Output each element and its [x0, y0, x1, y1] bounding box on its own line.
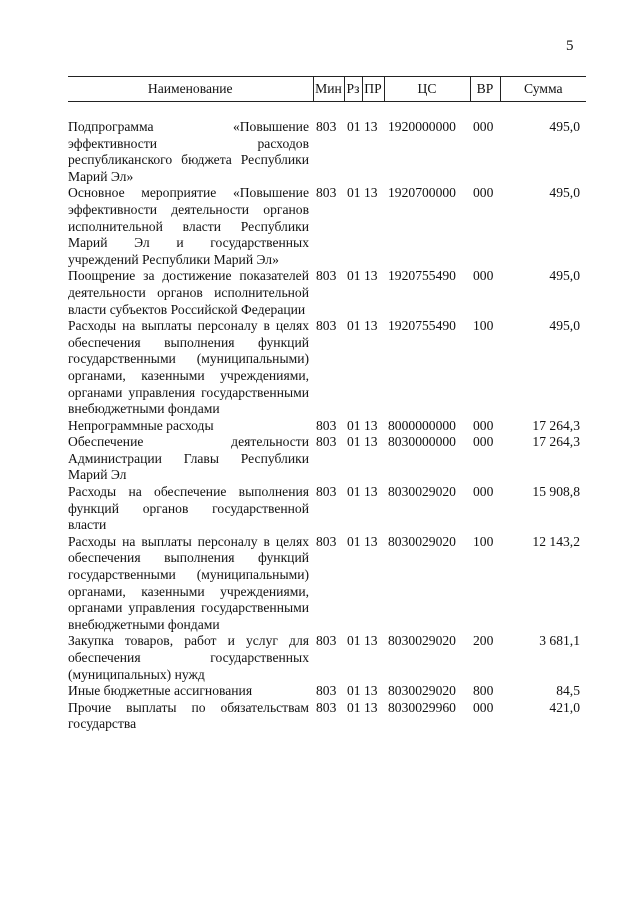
row-sum: 3 681,1: [539, 633, 580, 649]
row-vr: 100: [473, 318, 494, 334]
row-name: Расходы на выплаты персоналу в целях обеспечения выполнения функций государственными (муниципальными) органами, казенными учреждениями, органами управления государственными внебюджетными фондами: [68, 318, 309, 417]
row-vr: 000: [473, 484, 494, 500]
table-row: [68, 318, 586, 418]
row-sum: 12 143,2: [532, 533, 580, 549]
row-min: 803: [316, 119, 337, 134]
row-cs: 1920755490: [388, 268, 456, 284]
table-row: [68, 534, 586, 634]
row-min: 803: [316, 185, 337, 201]
header-vr: ВР: [470, 77, 500, 102]
row-rz: 01: [347, 699, 361, 715]
row-vr: 100: [473, 533, 494, 549]
row-rz: 01: [347, 484, 361, 500]
row-pr: 13: [364, 185, 378, 201]
table-row: [68, 683, 586, 700]
row-vr: 800: [473, 683, 494, 699]
header-rz: Рз: [344, 77, 362, 102]
budget-table: [68, 76, 586, 733]
row-sum: 17 264,3: [532, 434, 580, 450]
row-vr: 000: [473, 268, 494, 284]
table-body: [68, 102, 586, 733]
row-pr: 13: [364, 699, 378, 715]
row-min: 803: [316, 699, 337, 715]
row-pr: 13: [364, 633, 378, 649]
row-rz: 01: [347, 533, 361, 549]
row-sum: 495,0: [549, 119, 580, 134]
row-vr: 000: [473, 434, 494, 450]
row-vr: 000: [473, 699, 494, 715]
row-name: Расходы на обеспечение выполнения функций органов государственной власти: [68, 484, 309, 533]
row-sum: 495,0: [549, 268, 580, 284]
table-header: [68, 77, 586, 102]
row-rz: 01: [347, 683, 361, 699]
row-pr: 13: [364, 484, 378, 500]
row-vr: 200: [473, 633, 494, 649]
row-name: Подпрограмма «Повышение эффективности расходов республиканского бюджета Республики Марий Эл»: [68, 119, 309, 184]
row-pr: 13: [364, 533, 378, 549]
row-rz: 01: [347, 119, 361, 134]
row-vr: 000: [473, 185, 494, 201]
row-name: Расходы на выплаты персоналу в целях обеспечения выполнения функций государственными (муниципальными) органами, казенными учреждениями, органами управления государственными внебюджетными фондами: [68, 533, 309, 632]
row-min: 803: [316, 683, 337, 699]
row-sum: 17 264,3: [532, 417, 580, 433]
header-sum: Сумма: [500, 77, 586, 102]
row-min: 803: [316, 318, 337, 334]
row-name: Непрограммные расходы: [68, 417, 214, 433]
row-cs: 8030029020: [388, 633, 456, 649]
row-name: Закупка товаров, работ и услуг для обеспечения государственных (муниципальных) нужд: [68, 633, 309, 682]
row-name: Прочие выплаты по обязательствам государства: [68, 699, 309, 732]
row-rz: 01: [347, 417, 361, 433]
row-name: Обеспечение деятельности Администрации Главы Республики Марий Эл: [68, 434, 309, 483]
row-name: Иные бюджетные ассигнования: [68, 683, 253, 699]
header-min: Мин: [313, 77, 344, 102]
table-row: [68, 484, 586, 534]
row-sum: 495,0: [549, 318, 580, 334]
row-rz: 01: [347, 268, 361, 284]
table-row: [68, 268, 586, 318]
table-row: [68, 119, 586, 185]
row-rz: 01: [347, 633, 361, 649]
row-sum: 495,0: [549, 185, 580, 201]
row-name: Основное мероприятие «Повышение эффективности деятельности органов исполнительной власти Республики Марий Эл и государственных учреждений Республики Марий Эл»: [68, 185, 309, 267]
row-cs: 8030029960: [388, 699, 456, 715]
table-row: [68, 434, 586, 484]
header-name: Наименование: [68, 77, 313, 102]
row-pr: 13: [364, 417, 378, 433]
page-number: 5: [566, 38, 574, 54]
row-min: 803: [316, 484, 337, 500]
row-min: 803: [316, 417, 337, 433]
row-pr: 13: [364, 119, 378, 134]
row-name: Поощрение за достижение показателей деятельности органов исполнительной власти субъектов Российской Федерации: [68, 268, 309, 317]
row-rz: 01: [347, 434, 361, 450]
row-cs: 1920700000: [388, 185, 456, 201]
table-row: [68, 418, 586, 435]
header-pr: ПР: [362, 77, 384, 102]
row-cs: 1920755490: [388, 318, 456, 334]
row-cs: 8030029020: [388, 484, 456, 500]
row-pr: 13: [364, 318, 378, 334]
table-spacer: [68, 102, 586, 120]
row-rz: 01: [347, 318, 361, 334]
row-pr: 13: [364, 683, 378, 699]
table-row: [68, 633, 586, 683]
row-cs: 8030000000: [388, 434, 456, 450]
row-cs: 1920000000: [388, 119, 456, 134]
row-min: 803: [316, 434, 337, 450]
row-min: 803: [316, 633, 337, 649]
header-cs: ЦС: [384, 77, 470, 102]
row-cs: 8030029020: [388, 683, 456, 699]
row-cs: 8000000000: [388, 417, 456, 433]
row-vr: 000: [473, 417, 494, 433]
row-sum: 421,0: [549, 699, 580, 715]
row-sum: 84,5: [556, 683, 580, 699]
row-sum: 15 908,8: [532, 484, 580, 500]
table-row: [68, 700, 586, 733]
row-pr: 13: [364, 434, 378, 450]
row-min: 803: [316, 533, 337, 549]
row-cs: 8030029020: [388, 533, 456, 549]
row-rz: 01: [347, 185, 361, 201]
row-min: 803: [316, 268, 337, 284]
row-vr: 000: [473, 119, 494, 134]
row-pr: 13: [364, 268, 378, 284]
table-row: [68, 185, 586, 268]
